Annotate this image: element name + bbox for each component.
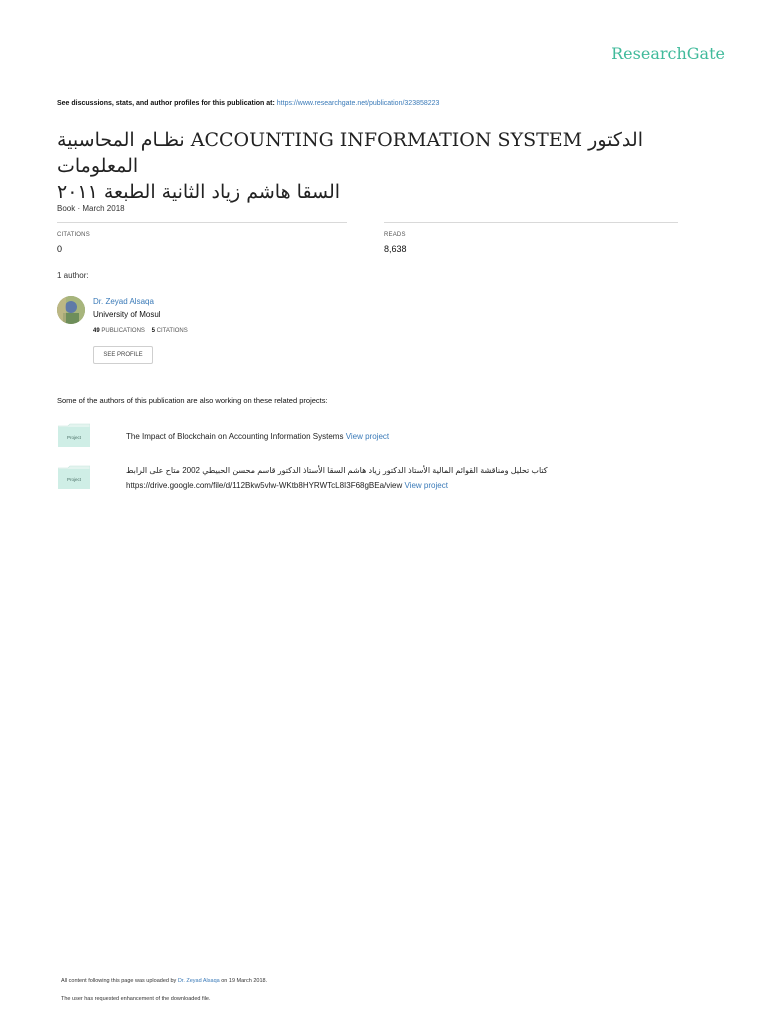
discussions-prefix: See discussions, stats, and author profiles for this publication at: <box>57 100 275 107</box>
uploaded-note <box>61 978 267 984</box>
author-citations-count: 5 <box>151 328 155 334</box>
see-profile-button[interactable]: SEE PROFILE <box>93 346 153 364</box>
project-title: كتاب تحليل ومناقشة القوائم المالية الأستاذ الدكتور زياد هاشم السقا الأستاذ الدكتور قاسم محسن الحبيطي 2002 متاح على الرابط <box>126 466 548 475</box>
publication-title <box>57 127 717 205</box>
divider-citations <box>57 222 347 223</box>
discussions-line <box>57 100 439 107</box>
uploaded-suffix: on 19 March 2018. <box>221 978 268 984</box>
title-line-2: السقا هاشم زياد الثانية الطبعة ٢٠١١ <box>57 181 341 203</box>
view-project-link[interactable]: View project <box>404 481 448 490</box>
project-folder-label: Project <box>67 435 82 440</box>
citations-label: CITATIONS <box>57 232 90 238</box>
author-publications-label: PUBLICATIONS <box>101 328 145 334</box>
reads-label: READS <box>384 232 406 238</box>
reads-value: 8,638 <box>384 244 407 254</box>
project-folder-icon[interactable] <box>58 465 90 494</box>
uploaded-prefix: All content following this page was uploaded by <box>61 978 177 984</box>
enhancement-note: The user has requested enhancement of the downloaded file. <box>61 996 211 1002</box>
related-projects-heading: Some of the authors of this publication are also working on these related projects: <box>57 396 328 405</box>
citations-value: 0 <box>57 244 63 254</box>
avatar-image <box>57 296 85 324</box>
project-title: The Impact of Blockchain on Accounting Information Systems <box>126 432 344 441</box>
view-project-link[interactable]: View project <box>345 432 390 441</box>
divider-reads <box>384 222 678 223</box>
author-name-link[interactable]: Dr. Zeyad Alsaqa <box>93 297 154 306</box>
project-folder-label: Project <box>67 477 82 482</box>
project-folder-icon[interactable] <box>58 423 90 452</box>
title-line-1: الدكتور ACCOUNTING INFORMATION SYSTEM نظـام المحاسبية المعلومات <box>57 129 643 177</box>
publication-meta: Book · March 2018 <box>57 204 125 213</box>
publication-link[interactable]: https://www.researchgate.net/publication/323858223 <box>276 100 440 107</box>
project-item <box>126 463 646 493</box>
author-citations-label: CITATIONS <box>156 328 188 334</box>
avatar[interactable] <box>57 296 85 324</box>
author-stats <box>93 328 188 334</box>
project-url: https://drive.google.com/file/d/112Bkw5vlw-WKtb8HYRWTcL8I3F68gBEa/view <box>126 481 403 490</box>
uploader-link[interactable]: Dr. Zeyad Alsaqa <box>177 978 220 984</box>
project-item <box>126 429 389 444</box>
author-publications-count: 49 <box>93 328 100 334</box>
researchgate-logo[interactable]: ResearchGate <box>611 44 725 63</box>
author-institution: University of Mosul <box>93 310 161 319</box>
authors-heading: 1 author: <box>57 271 89 280</box>
